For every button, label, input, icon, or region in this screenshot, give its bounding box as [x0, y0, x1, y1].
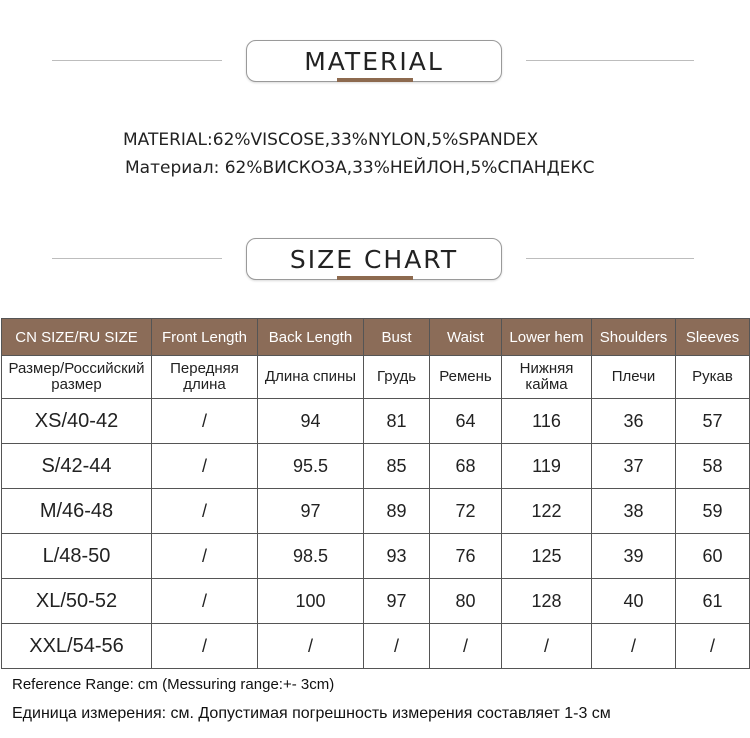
- measurement-cell: 64: [430, 399, 502, 444]
- measurement-cell: 95.5: [258, 444, 364, 489]
- size-chart-table: [1, 318, 750, 669]
- column-header-ru: Грудь: [364, 356, 430, 399]
- measurement-cell: 60: [676, 534, 750, 579]
- table-row: [2, 579, 750, 624]
- measurement-cell: 57: [676, 399, 750, 444]
- reference-range-note-en: Reference Range: cm (Messuring range:+- 3cm): [12, 676, 335, 693]
- measurement-cell: 68: [430, 444, 502, 489]
- measurement-cell: /: [676, 624, 750, 669]
- measurement-cell: 58: [676, 444, 750, 489]
- measurement-cell: 97: [258, 489, 364, 534]
- divider-right: [526, 60, 694, 61]
- measurement-cell: /: [152, 444, 258, 489]
- column-header-ru: Нижняя кайма: [502, 356, 592, 399]
- table-row: [2, 489, 750, 534]
- divider-left: [52, 258, 222, 259]
- table-row: [2, 399, 750, 444]
- material-title: MATERIAL: [246, 40, 502, 82]
- measurement-cell: 100: [258, 579, 364, 624]
- measurement-cell: 94: [258, 399, 364, 444]
- measurement-cell: 59: [676, 489, 750, 534]
- size-chart-section-header: [0, 238, 750, 288]
- title-underline: [337, 276, 413, 280]
- column-header-ru: Рукав: [676, 356, 750, 399]
- measurement-cell: 61: [676, 579, 750, 624]
- column-header-en: Waist: [430, 319, 502, 356]
- measurement-cell: 40: [592, 579, 676, 624]
- column-header-ru: Плечи: [592, 356, 676, 399]
- measurement-cell: /: [152, 399, 258, 444]
- measurement-cell: 36: [592, 399, 676, 444]
- measurement-cell: 93: [364, 534, 430, 579]
- divider-right: [526, 258, 694, 259]
- measurement-cell: /: [152, 624, 258, 669]
- column-header-en: Front Length: [152, 319, 258, 356]
- column-header-en: Bust: [364, 319, 430, 356]
- table-header-ru: [2, 356, 750, 399]
- measurement-cell: /: [430, 624, 502, 669]
- measurement-cell: 81: [364, 399, 430, 444]
- measurement-cell: 122: [502, 489, 592, 534]
- measurement-cell: 72: [430, 489, 502, 534]
- measurement-cell: 80: [430, 579, 502, 624]
- measurement-cell: /: [502, 624, 592, 669]
- table-row: [2, 444, 750, 489]
- column-header-ru: Размер/Российский размер: [2, 356, 152, 399]
- column-header-en: Shoulders: [592, 319, 676, 356]
- material-composition-en: MATERIAL:62%VISCOSE,33%NYLON,5%SPANDEX: [123, 130, 539, 150]
- table-row: [2, 624, 750, 669]
- column-header-ru: Длина спины: [258, 356, 364, 399]
- measurement-cell: 38: [592, 489, 676, 534]
- size-chart-title: SIZE CHART: [246, 238, 502, 280]
- divider-left: [52, 60, 222, 61]
- measurement-cell: /: [258, 624, 364, 669]
- column-header-ru: Ремень: [430, 356, 502, 399]
- measurement-cell: 76: [430, 534, 502, 579]
- column-header-ru: Передняя длина: [152, 356, 258, 399]
- size-label-cell: L/48-50: [2, 534, 152, 579]
- table-header-en: [2, 319, 750, 356]
- measurement-cell: 125: [502, 534, 592, 579]
- measurement-cell: 89: [364, 489, 430, 534]
- column-header-en: Sleeves: [676, 319, 750, 356]
- measurement-cell: /: [152, 489, 258, 534]
- size-label-cell: S/42-44: [2, 444, 152, 489]
- material-composition-ru: Материал: 62%ВИСКОЗА,33%НЕЙЛОН,5%СПАНДЕКС: [125, 158, 595, 178]
- measurement-cell: 39: [592, 534, 676, 579]
- measurement-cell: /: [152, 579, 258, 624]
- column-header-en: Back Length: [258, 319, 364, 356]
- column-header-en: Lower hem: [502, 319, 592, 356]
- column-header-en: CN SIZE/RU SIZE: [2, 319, 152, 356]
- title-underline: [337, 78, 413, 82]
- size-label-cell: M/46-48: [2, 489, 152, 534]
- measurement-cell: 37: [592, 444, 676, 489]
- size-label-cell: XL/50-52: [2, 579, 152, 624]
- size-label-cell: XXL/54-56: [2, 624, 152, 669]
- measurement-cell: 128: [502, 579, 592, 624]
- material-section-header: [0, 40, 750, 90]
- measurement-cell: 116: [502, 399, 592, 444]
- measurement-cell: 98.5: [258, 534, 364, 579]
- measurement-cell: 85: [364, 444, 430, 489]
- measurement-cell: /: [592, 624, 676, 669]
- reference-range-note-ru: Единица измерения: см. Допустимая погрешность измерения составляет 1-3 см: [12, 705, 611, 722]
- measurement-cell: /: [152, 534, 258, 579]
- measurement-cell: /: [364, 624, 430, 669]
- size-label-cell: XS/40-42: [2, 399, 152, 444]
- measurement-cell: 97: [364, 579, 430, 624]
- table-row: [2, 534, 750, 579]
- measurement-cell: 119: [502, 444, 592, 489]
